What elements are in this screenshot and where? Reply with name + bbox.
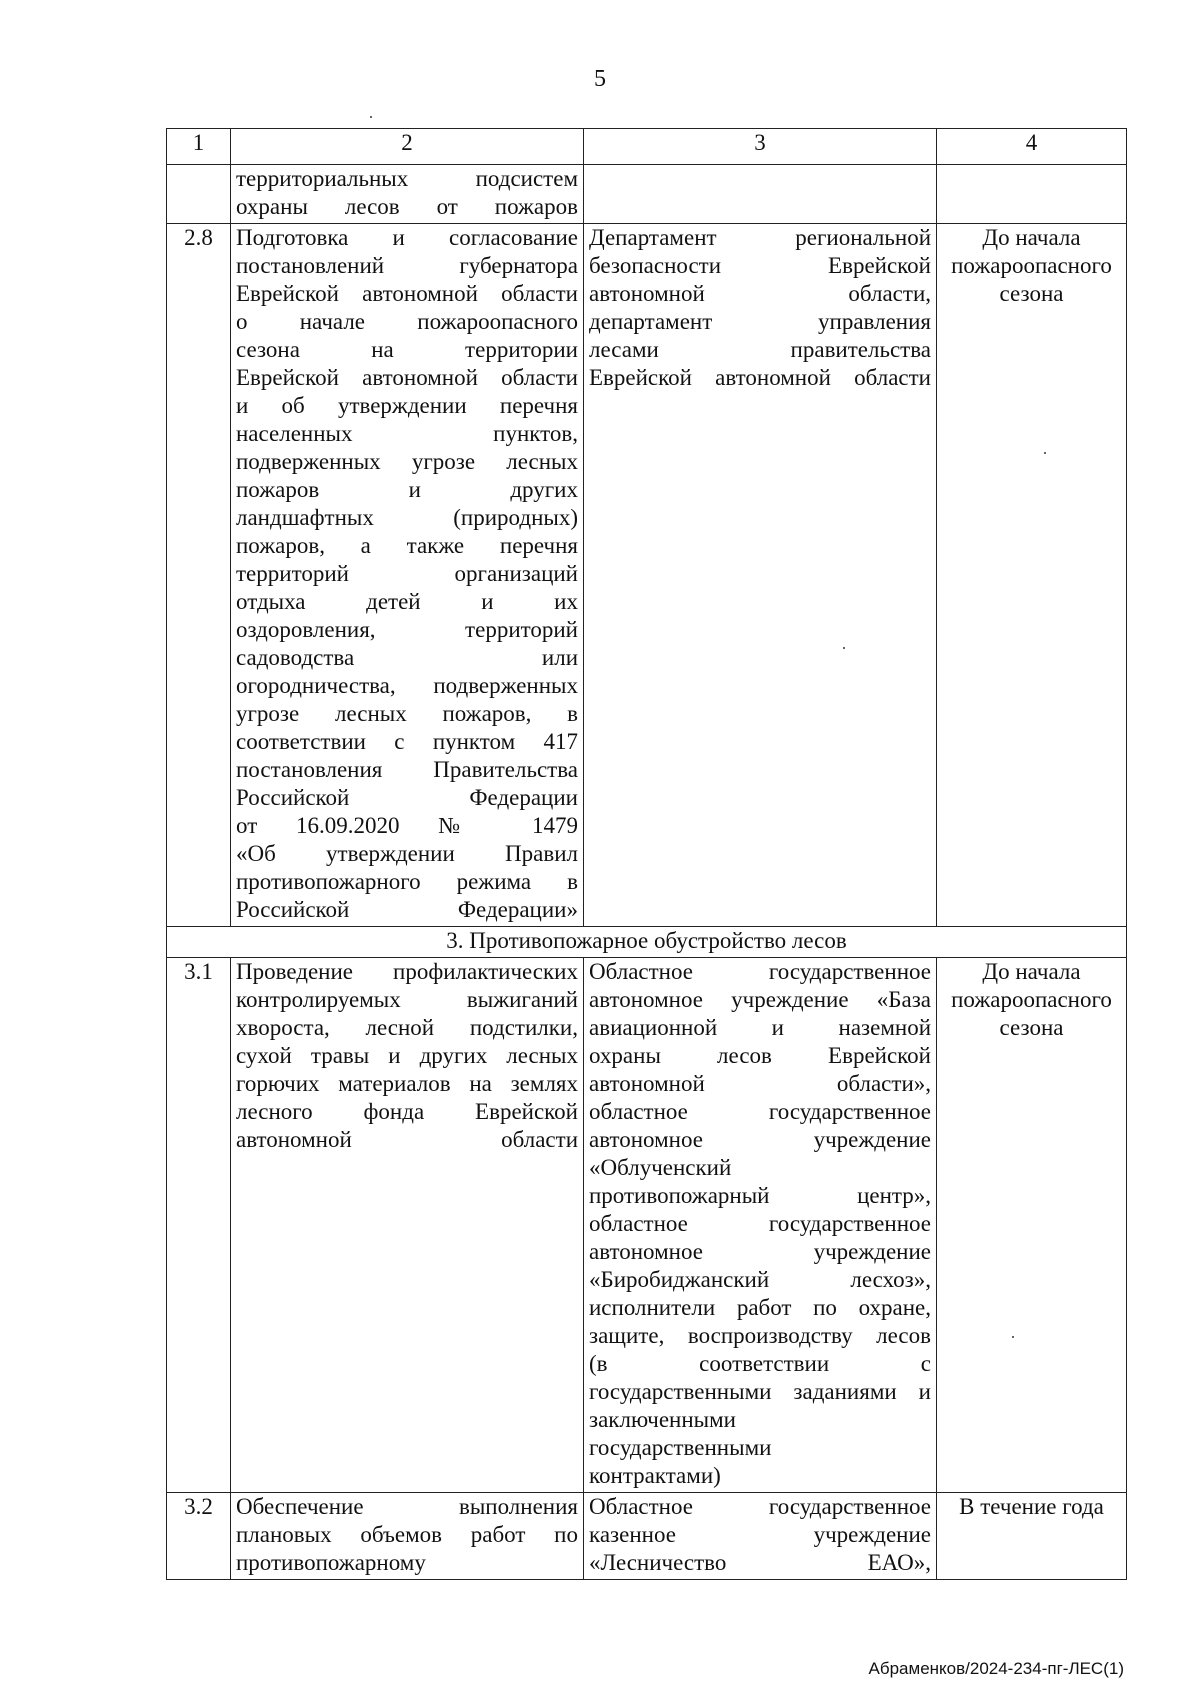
deadline-cell [937, 224, 1127, 927]
text-line: Еврейской автономной области [236, 365, 578, 390]
text-line: пожаров и других [236, 477, 578, 502]
text-line: автономное учреждение [589, 1239, 931, 1264]
event-cell [231, 224, 584, 927]
text-line: государственными [589, 1435, 772, 1460]
text-line: лесами правительства [589, 337, 931, 362]
text-line: автономной области», [589, 1071, 931, 1096]
continuation-row [167, 165, 1127, 224]
event-cell [231, 958, 584, 1493]
text-line: Еврейской автономной области [589, 365, 931, 390]
row-number: 3.2 [167, 1493, 231, 1580]
text-line: «Об утверждении Правил [236, 841, 578, 866]
text-line: горючих материалов на землях [236, 1071, 578, 1096]
text-line: лесного фонда Еврейской [236, 1099, 578, 1124]
text-line: В течение года [959, 1494, 1104, 1519]
text-line: Еврейской автономной области [236, 281, 578, 306]
text-line: от 16.09.2020 № 1479 [236, 813, 578, 838]
text-line: садоводства или [236, 645, 578, 670]
fire-safety-plan-table [166, 128, 1127, 1580]
text-line: угрозе лесных пожаров, в [236, 701, 578, 726]
text-line: «Биробиджанский лесхоз», [589, 1267, 931, 1292]
text-line: территорий организаций [236, 561, 578, 586]
text-line: государственными заданиями и [589, 1379, 931, 1404]
text-line: Департамент региональной [589, 225, 931, 250]
text-line: До начала [982, 225, 1081, 250]
text-line: авиационной и наземной [589, 1015, 931, 1040]
text-line: противопожарному [236, 1550, 426, 1575]
page-number: 5 [594, 66, 606, 92]
text-line: казенное учреждение [589, 1522, 931, 1547]
text-line: департамент управления [589, 309, 931, 334]
text-line: постановлений губернатора [236, 253, 578, 278]
text-line: Российской Федерации [236, 785, 578, 810]
text-line: пожароопасного [951, 987, 1112, 1012]
responsible-cell [584, 958, 937, 1493]
text-line: До начала [982, 959, 1081, 984]
text-line: плановых объемов работ по [236, 1522, 578, 1547]
row-number: 2.8 [167, 224, 231, 927]
continuation-num-cell [167, 165, 231, 224]
text-line: противопожарного режима в [236, 869, 578, 894]
text-line: подверженных угрозе лесных [236, 449, 578, 474]
row-number: 3.1 [167, 958, 231, 1493]
text-line: отдыха детей и их [236, 589, 578, 614]
text-line: автономное учреждение [589, 1127, 931, 1152]
text-line: областное государственное [589, 1099, 931, 1124]
text-line: сезона [999, 1015, 1064, 1040]
text-line: Областное государственное [589, 959, 931, 984]
header-col-2: 2 [231, 129, 584, 165]
text-line: «Лесничество ЕАО», [589, 1550, 931, 1575]
text-line: контролируемых выжиганий [236, 987, 578, 1012]
text-line: сухой травы и других лесных [236, 1043, 578, 1068]
text-line: пожароопасного [951, 253, 1112, 278]
text-line: автономной области, [589, 281, 931, 306]
continuation-event-cell [231, 165, 584, 224]
text-line: и об утверждении перечня [236, 393, 578, 418]
text-line: о начале пожароопасного [236, 309, 578, 334]
scan-speck [370, 116, 372, 118]
text-line: автономной области [236, 1127, 578, 1152]
deadline-cell [937, 958, 1127, 1493]
header-col-1: 1 [167, 129, 231, 165]
text-line: Подготовка и согласование [236, 225, 578, 250]
section-heading: 3. Противопожарное обустройство лесов [167, 927, 1127, 958]
text-line: Проведение профилактических [236, 959, 578, 984]
header-col-4: 4 [937, 129, 1127, 165]
text-line: Российской Федерации» [236, 897, 578, 922]
text-line: Обеспечение выполнения [236, 1494, 578, 1519]
section-heading-row [167, 927, 1127, 958]
text-line: территориальных подсистем [236, 166, 578, 191]
text-line: оздоровления, территорий [236, 617, 578, 642]
responsible-cell [584, 224, 937, 927]
text-line: контрактами) [589, 1463, 721, 1488]
text-line: сезона на территории [236, 337, 578, 362]
text-line: населенных пунктов, [236, 421, 578, 446]
text-line: охраны лесов Еврейской [589, 1043, 931, 1068]
event-cell [231, 1493, 584, 1580]
text-line: соответствии с пунктом 417 [236, 729, 578, 754]
text-line: защите, воспроизводству лесов [589, 1323, 931, 1348]
text-line: (в соответствии с [589, 1351, 931, 1376]
text-line: постановления Правительства [236, 757, 578, 782]
header-col-3: 3 [584, 129, 937, 165]
table-row [167, 1493, 1127, 1580]
text-line: огородничества, подверженных [236, 673, 578, 698]
text-line: пожаров, а также перечня [236, 533, 578, 558]
text-line: противопожарный центр», [589, 1183, 931, 1208]
table-row [167, 224, 1127, 927]
text-line: ландшафтных (природных) [236, 505, 578, 530]
text-line: сезона [999, 281, 1064, 306]
table-row [167, 958, 1127, 1493]
text-line: областное государственное [589, 1211, 931, 1236]
text-line: безопасности Еврейской [589, 253, 931, 278]
text-line: автономное учреждение «База [589, 987, 931, 1012]
column-number-header-row [167, 129, 1127, 165]
text-line: «Облученский [589, 1155, 732, 1180]
text-line: заключенными [589, 1407, 736, 1432]
text-line: Областное государственное [589, 1494, 931, 1519]
continuation-deadline-cell [937, 165, 1127, 224]
document-code: Абраменков/2024-234-пг-ЛЕС(1) [868, 1659, 1124, 1678]
deadline-cell [937, 1493, 1127, 1580]
continuation-responsible-cell [584, 165, 937, 224]
text-line: хвороста, лесной подстилки, [236, 1015, 578, 1040]
responsible-cell [584, 1493, 937, 1580]
text-line: охраны лесов от пожаров [236, 194, 578, 219]
text-line: исполнители работ по охране, [589, 1295, 931, 1320]
